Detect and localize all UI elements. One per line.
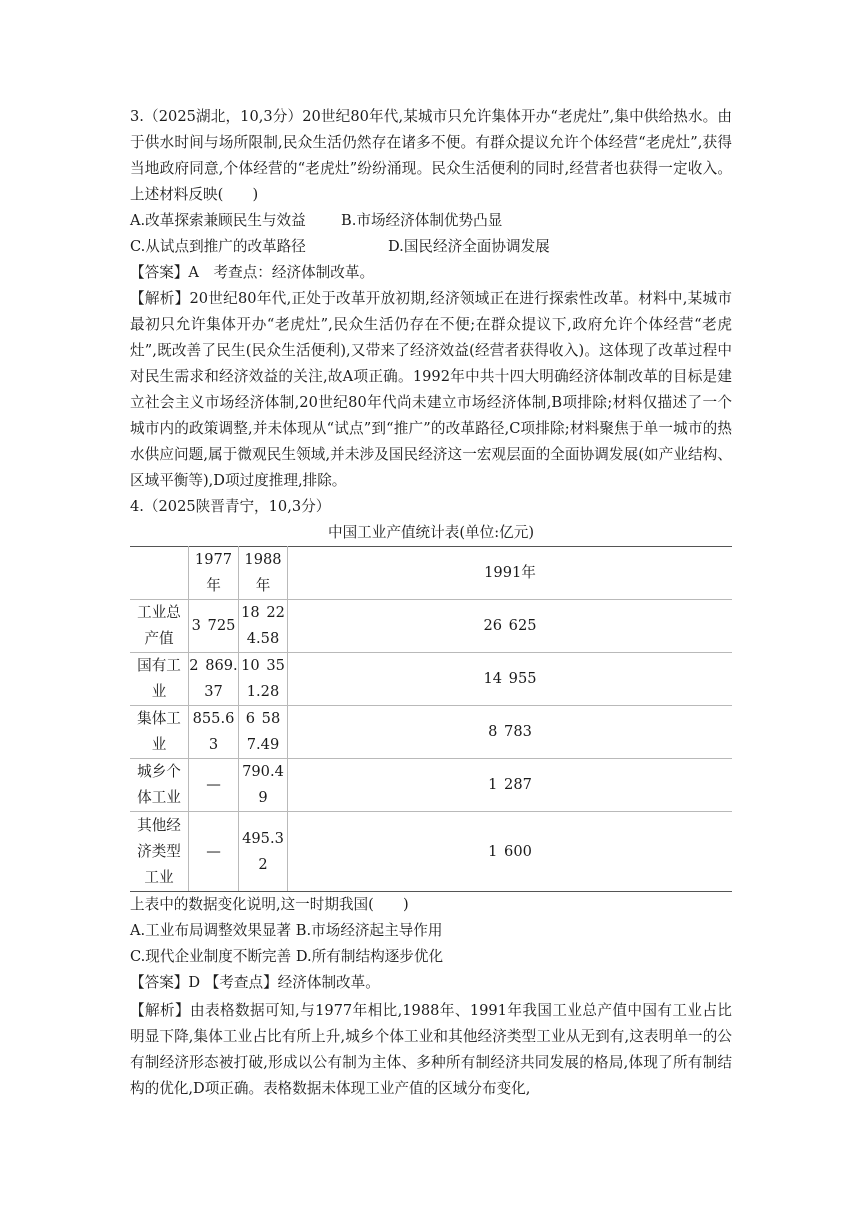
- table-row: [130, 600, 732, 653]
- q3-option-b[interactable]: B.市场经济体制优势凸显: [341, 212, 503, 229]
- exam-page: [130, 104, 732, 1102]
- q4-answer: 【答案】D 【考查点】经济体制改革。: [130, 974, 380, 991]
- table-header-row: [130, 547, 732, 600]
- table-cell: 城乡个体工业: [130, 759, 189, 812]
- table-cell: 10 351.28: [239, 653, 288, 706]
- table-cell: 集体工业: [130, 706, 189, 759]
- q3-stem: 3.（2025湖北，10,3分）20世纪80年代,某城市只允许集体开办“老虎灶”,集中供给热水。由于供水时间与场所限制,民众生活仍然存在诸多不便。有群众提议允许个体经营“老虎灶”,获得当地政府同意,个体经营的“老虎灶”纷纷涌现。民众生活便利的同时,经营者也获得一定收入。上述材料反映( ): [130, 108, 732, 203]
- table-row: [130, 653, 732, 706]
- q4-option-a[interactable]: A.工业布局调整效果显著: [130, 922, 292, 939]
- table-cell: 6 587.49: [239, 706, 288, 759]
- table-cell: 1 287: [288, 759, 733, 812]
- table-cell: 3 725: [189, 600, 239, 653]
- q3-option-a[interactable]: A.改革探索兼顾民生与效益: [130, 212, 306, 229]
- table-header-cell: [130, 547, 189, 600]
- table-header-cell: 1977年: [189, 547, 239, 600]
- q3-options-row-2: [130, 234, 732, 260]
- table-header-cell: 1988年: [239, 547, 288, 600]
- q3-option-d[interactable]: D.国民经济全面协调发展: [388, 238, 550, 255]
- table-header-cell: 1991年: [288, 547, 733, 600]
- industrial-output-table: [130, 546, 732, 892]
- table-cell: —: [189, 812, 239, 892]
- q3-analysis: 【解析】20世纪80年代,正处于改革开放初期,经济领域正在进行探索性改革。材料中,某城市最初只允许集体开办“老虎灶”,民众生活仍存在不便;在群众提议下,政府允许个体经营“老虎灶”,既改善了民生(民众生活便利),又带来了经济效益(经营者获得收入)。这体现了改革过程中对民生需求和经济效益的关注,故A项正确。1992年中共十四大明确经济体制改革的目标是建立社会主义市场经济体制,20世纪80年代尚未建立市场经济体制,B项排除;材料仅描述了一个城市内的政策调整,并未体现从“试点”到“推广”的改革路径,C项排除;材料聚焦于单一城市的热水供应问题,属于微观民生领域,并未涉及国民经济这一宏观层面的全面协调发展(如产业结构、区域平衡等),D项过度推理,排除。: [130, 290, 732, 489]
- q4-question: 上表中的数据变化说明,这一时期我国( ): [130, 896, 409, 913]
- table-cell: 790.49: [239, 759, 288, 812]
- q4-options-row-1: [130, 918, 732, 944]
- q4-option-d[interactable]: D.所有制结构逐步优化: [295, 948, 444, 965]
- table-cell: 8 783: [288, 706, 733, 759]
- table-row: [130, 706, 732, 759]
- q3-options-row-1: [130, 208, 732, 234]
- table-cell: 其他经济类型工业: [130, 812, 189, 892]
- q4-table-title: 中国工业产值统计表(单位:亿元): [327, 524, 535, 541]
- table-cell: —: [189, 759, 239, 812]
- table-cell: 495.32: [239, 812, 288, 892]
- table-cell: 国有工业: [130, 653, 189, 706]
- table-row: [130, 759, 732, 812]
- table-cell: 2 869.37: [189, 653, 239, 706]
- table-cell: 14 955: [288, 653, 733, 706]
- q4-option-b[interactable]: B.市场经济起主导作用: [295, 922, 443, 939]
- table-cell: 18 224.58: [239, 600, 288, 653]
- table-cell: 工业总产值: [130, 600, 189, 653]
- q4-option-c[interactable]: C.现代企业制度不断完善: [130, 948, 292, 965]
- table-cell: 26 625: [288, 600, 733, 653]
- q4-stem: 4.（2025陕晋青宁，10,3分）: [130, 498, 331, 515]
- q4-analysis: 【解析】由表格数据可知,与1977年相比,1988年、1991年我国工业总产值中国有工业占比明显下降,集体工业占比有所上升,城乡个体工业和其他经济类型工业从无到有,这表明单一的公有制经济形态被打破,形成以公有制为主体、多种所有制经济共同发展的格局,体现了所有制结构的优化,D项正确。表格数据未体现工业产值的区域分布变化,: [130, 1002, 732, 1097]
- q3-answer: 【答案】A 考查点：经济体制改革。: [130, 264, 375, 281]
- q4-options-row-2: [130, 944, 732, 970]
- table-row: [130, 812, 732, 892]
- q3-option-c[interactable]: C.从试点到推广的改革路径: [130, 238, 306, 255]
- table-cell: 1 600: [288, 812, 733, 892]
- table-cell: 855.63: [189, 706, 239, 759]
